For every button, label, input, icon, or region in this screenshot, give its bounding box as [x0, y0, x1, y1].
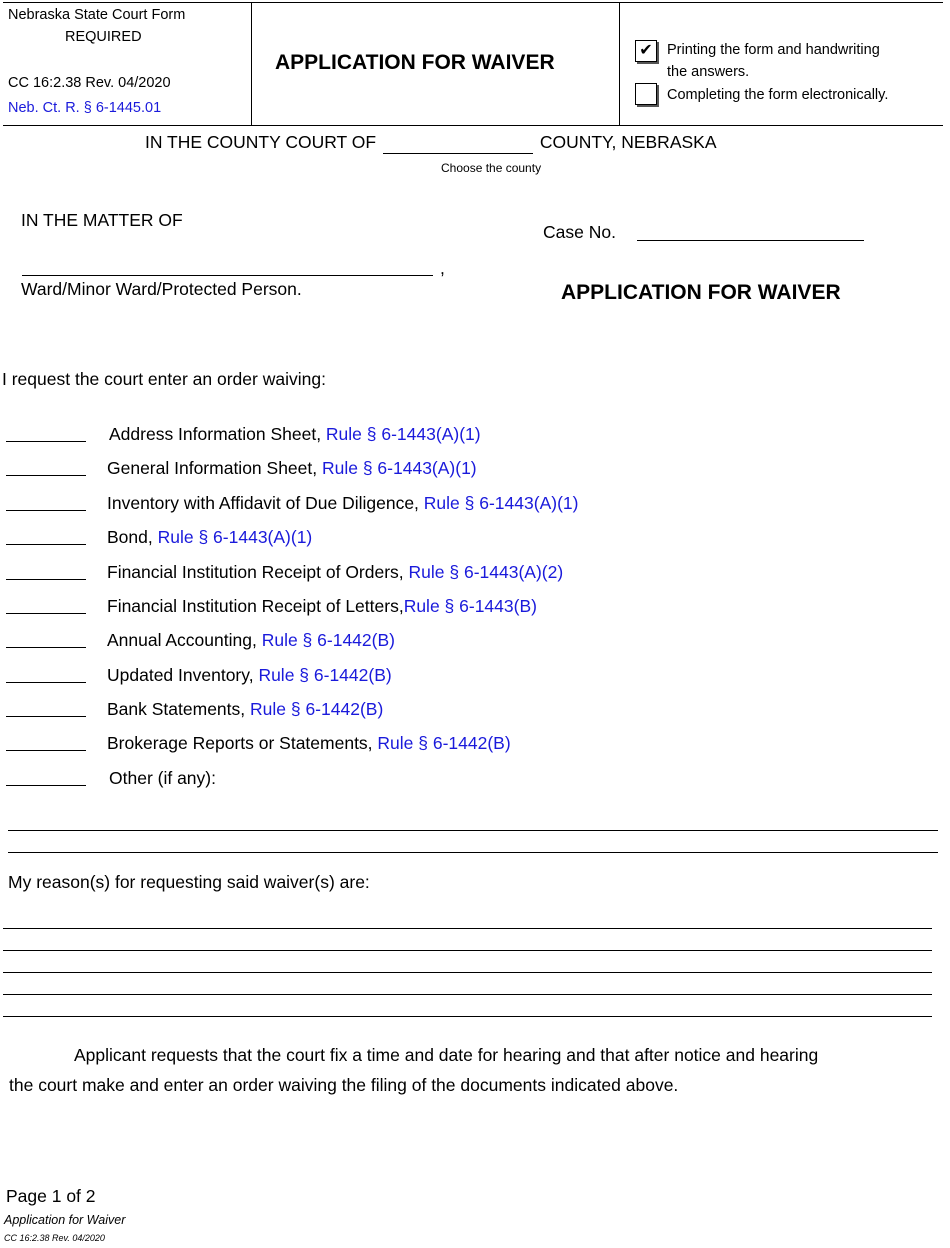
reason-line[interactable]: [3, 972, 932, 973]
closing-line-1: Applicant requests that the court fix a time and date for hearing and that after notice and hearing: [74, 1045, 819, 1065]
waiver-item-blank[interactable]: [6, 544, 86, 545]
matter-of-label: IN THE MATTER OF: [21, 210, 183, 230]
county-field[interactable]: [383, 132, 533, 154]
form-org: Nebraska State Court Form: [8, 7, 186, 23]
waiver-item-label: Financial Institution Receipt of Letters,: [107, 596, 404, 616]
check-mark-icon: ✔: [639, 42, 653, 59]
page-number: Page 1 of 2: [6, 1186, 96, 1206]
court-prefix: IN THE COUNTY COURT OF: [145, 132, 377, 152]
ward-comma: ,: [440, 258, 445, 278]
print-option-checkbox[interactable]: [635, 40, 657, 62]
waiver-item-rule-link[interactable]: Rule § 6-1443(A)(1): [325, 424, 481, 444]
case-no-label: Case No.: [543, 222, 616, 242]
waiver-item-rule-link[interactable]: Rule § 6-1443(A)(1): [423, 493, 579, 513]
form-header: [3, 2, 943, 126]
electronic-option-checkbox[interactable]: [635, 83, 657, 105]
court-line: [145, 132, 717, 154]
waiver-item-label: Annual Accounting,: [107, 630, 262, 650]
waiver-item-blank[interactable]: [6, 785, 86, 786]
footer-form-name: Application for Waiver: [4, 1213, 126, 1227]
court-suffix: COUNTY, NEBRASKA: [539, 132, 717, 152]
request-intro: I request the court enter an order waiving:: [2, 369, 326, 389]
header-options: [621, 3, 943, 125]
document-title: APPLICATION FOR WAIVER: [561, 281, 841, 304]
waiver-item-label: Bond,: [107, 527, 158, 547]
ward-name-field[interactable]: [22, 275, 433, 276]
waiver-item-label: Address Information Sheet,: [109, 424, 326, 444]
electronic-option-label: Completing the form electronically.: [667, 87, 889, 103]
waiver-item-label: Bank Statements,: [107, 699, 250, 719]
waiver-item-label: General Information Sheet,: [107, 458, 322, 478]
required-label: REQUIRED: [65, 29, 142, 45]
header-form-info: [3, 3, 252, 125]
rule-reference-link[interactable]: Neb. Ct. R. § 6-1445.01: [8, 100, 162, 116]
closing-line-2: the court make and enter an order waiving the filing of the documents indicated above.: [9, 1075, 679, 1095]
waiver-item-rule-link[interactable]: Rule § 6-1443(A)(1): [321, 458, 477, 478]
other-line[interactable]: [8, 830, 938, 831]
county-hint: Choose the county: [441, 161, 542, 175]
waiver-item-blank[interactable]: [6, 682, 86, 683]
waiver-item-rule-link[interactable]: Rule § 6-1442(B): [261, 630, 395, 650]
waiver-item-rule-link[interactable]: Rule § 6-1442(B): [258, 665, 392, 685]
waiver-item-blank[interactable]: [6, 441, 86, 442]
waiver-item-blank[interactable]: [6, 647, 86, 648]
reason-line[interactable]: [3, 994, 932, 995]
waiver-item-blank[interactable]: [6, 750, 86, 751]
waiver-item-blank[interactable]: [6, 579, 86, 580]
ward-label: Ward/Minor Ward/Protected Person.: [21, 279, 302, 299]
header-title: APPLICATION FOR WAIVER: [275, 51, 555, 74]
waiver-item-rule-link[interactable]: Rule § 6-1443(A)(1): [157, 527, 313, 547]
waiver-item-label: Inventory with Affidavit of Due Diligence,: [107, 493, 424, 513]
header-title-cell: [253, 3, 620, 125]
other-line[interactable]: [8, 852, 938, 853]
waiver-item-label: Updated Inventory,: [107, 665, 259, 685]
waiver-item-rule-link[interactable]: Rule § 6-1442(B): [250, 699, 384, 719]
reason-label: My reason(s) for requesting said waiver(s) are:: [8, 872, 370, 892]
print-option-label-2: the answers.: [667, 64, 750, 80]
waiver-item-blank[interactable]: [6, 510, 86, 511]
waiver-item-label: Financial Institution Receipt of Orders,: [107, 562, 409, 582]
reason-line[interactable]: [3, 928, 932, 929]
waiver-item-label: Brokerage Reports or Statements,: [107, 733, 378, 753]
waiver-item-blank[interactable]: [6, 475, 86, 476]
waiver-item-blank[interactable]: [6, 613, 86, 614]
waiver-item-rule-link[interactable]: Rule § 6-1443(A)(2): [408, 562, 564, 582]
case-no-field[interactable]: [637, 240, 864, 241]
waiver-item-rule-link[interactable]: Rule § 6-1442(B): [377, 733, 511, 753]
waiver-item-blank[interactable]: [6, 716, 86, 717]
footer-form-code: CC 16:2.38 Rev. 04/2020: [4, 1233, 105, 1243]
reason-line[interactable]: [3, 950, 932, 951]
reason-line[interactable]: [3, 1016, 932, 1017]
form-code: CC 16:2.38 Rev. 04/2020: [8, 75, 171, 91]
waiver-item-label: Other (if any):: [109, 768, 216, 788]
waiver-item-rule-link[interactable]: Rule § 6-1443(B): [403, 596, 537, 616]
print-option-label-1: Printing the form and handwriting: [667, 42, 880, 58]
